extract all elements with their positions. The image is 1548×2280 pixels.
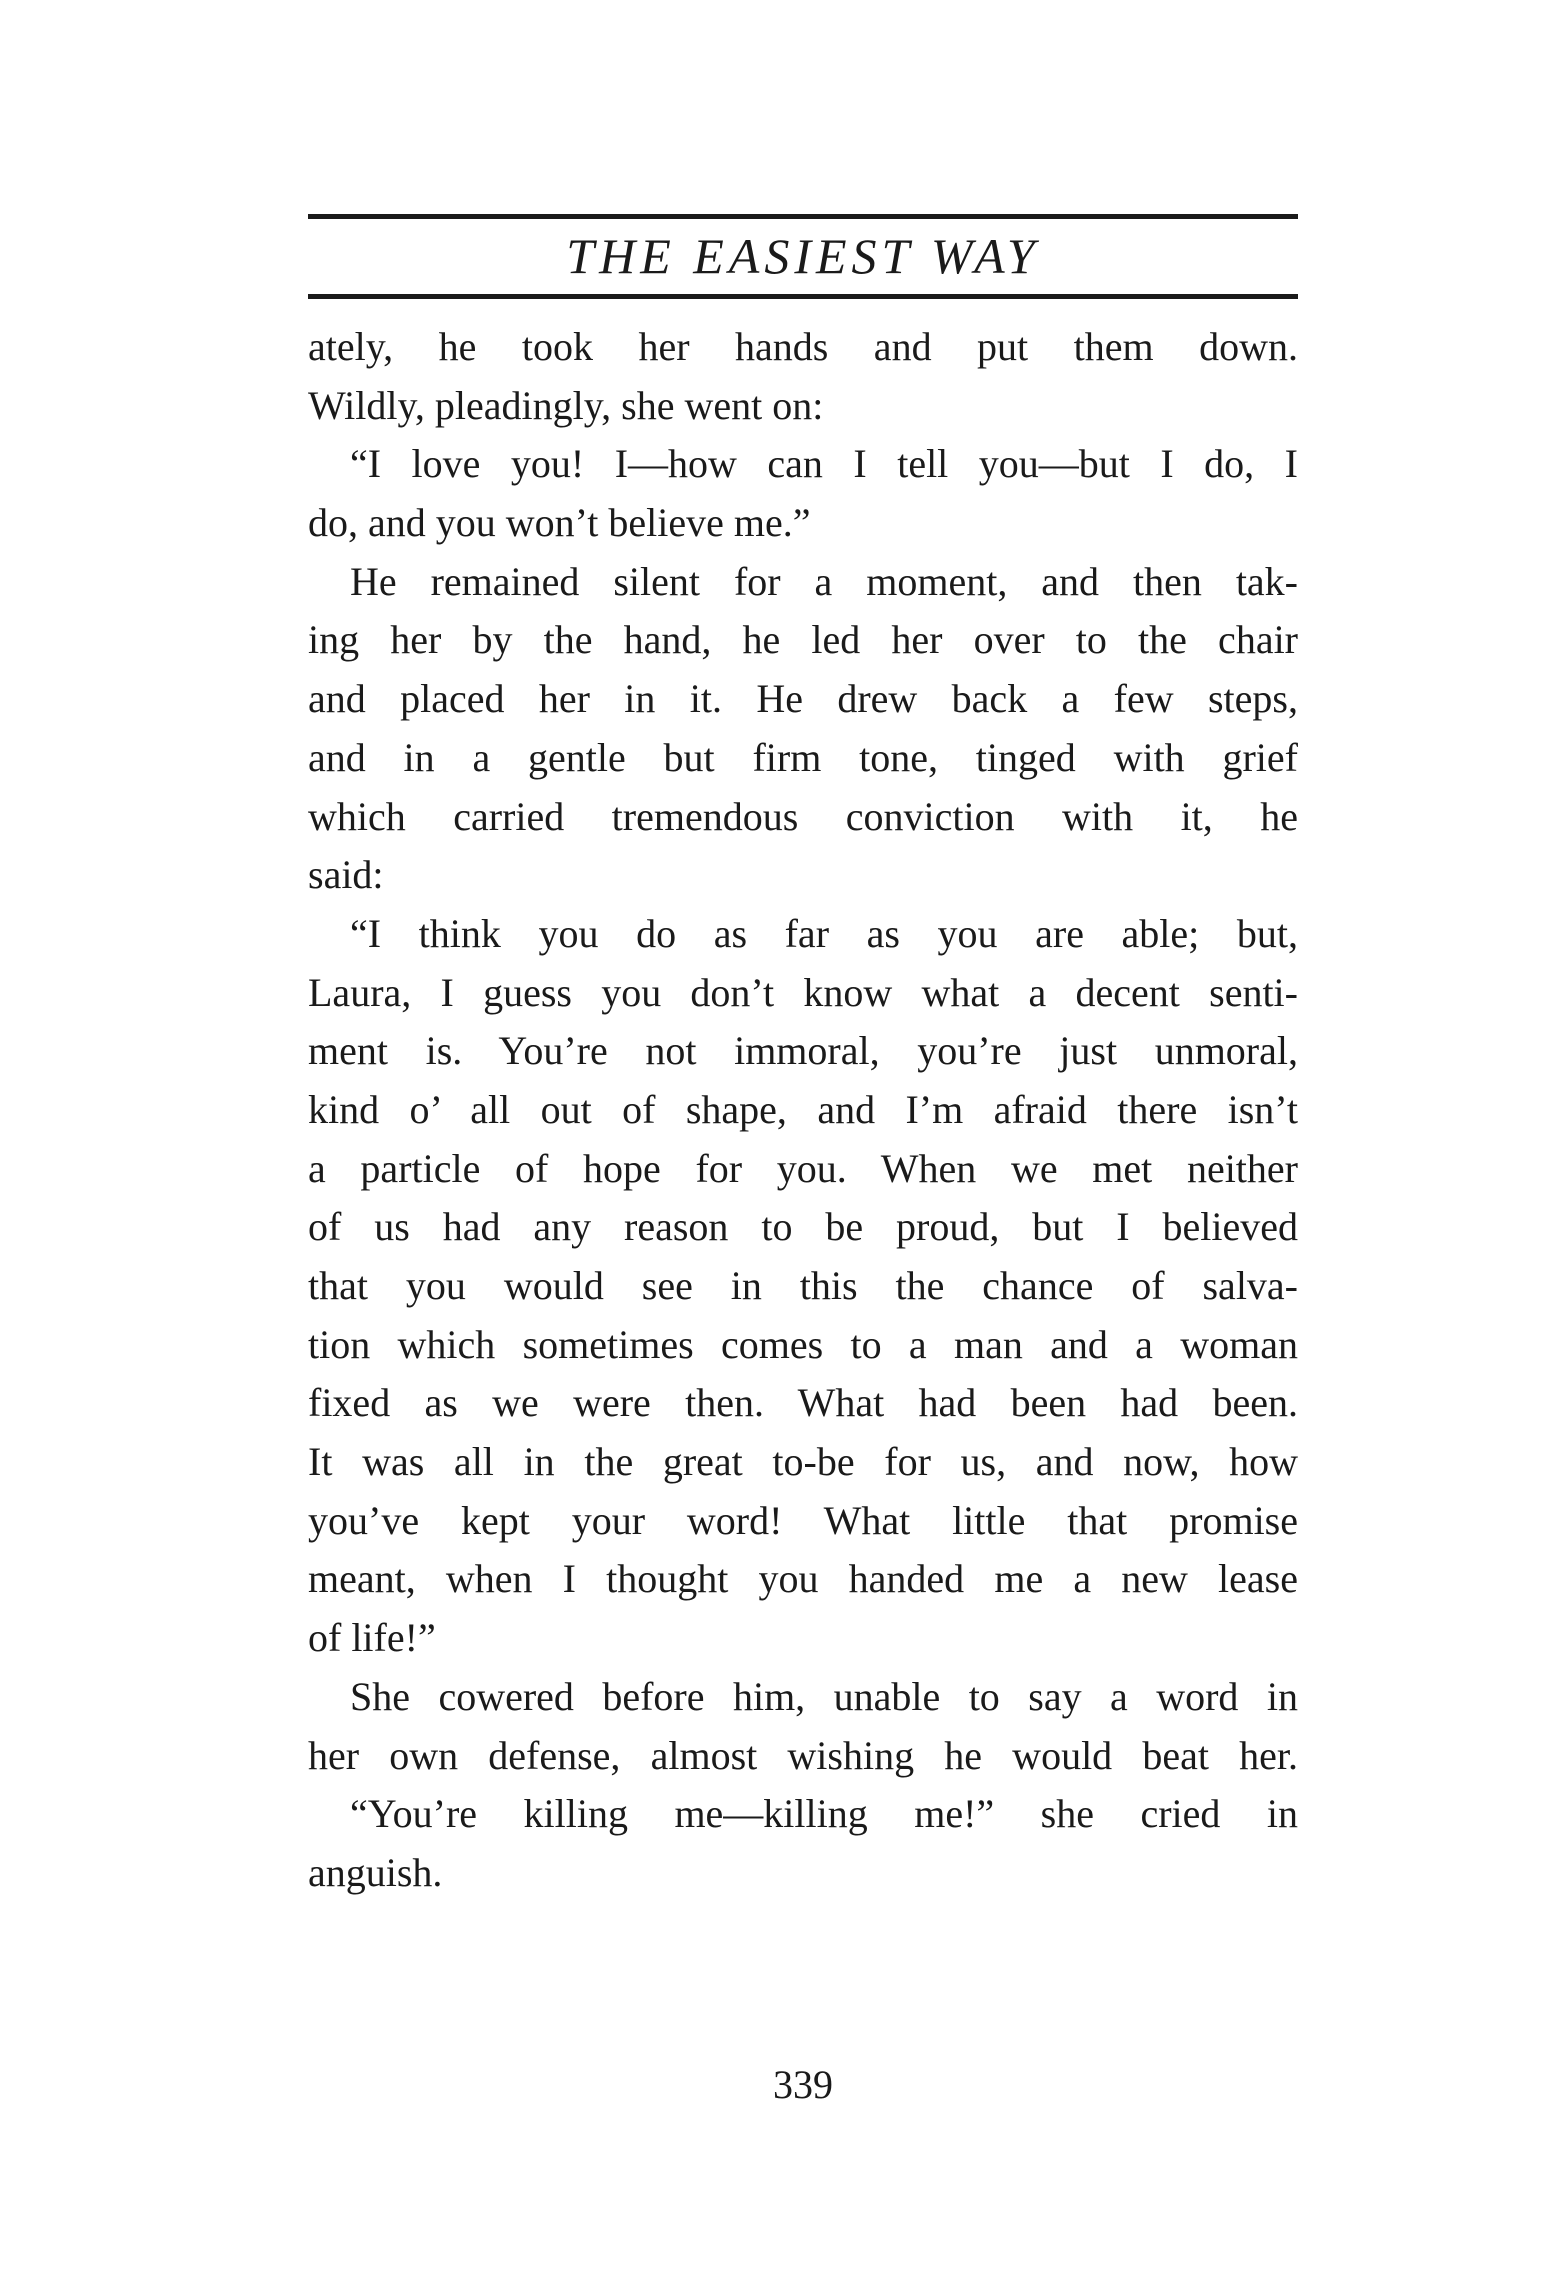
text-line: and in a gentle but firm tone, tinged with grief <box>308 734 1298 780</box>
header-rule-top <box>308 214 1298 219</box>
text-line: a particle of hope for you. When we met neither <box>308 1145 1298 1191</box>
text-line: ing her by the hand, he led her over to the chair <box>308 617 1298 663</box>
page-number: 339 <box>773 2062 833 2107</box>
text-line: She cowered before him, unable to say a word in <box>350 1673 1298 1719</box>
text-line: said: <box>308 852 384 898</box>
text-line: It was all in the great to-be for us, and now, how <box>308 1439 1298 1485</box>
text-line: of us had any reason to be proud, but I believed <box>308 1204 1298 1250</box>
text-line: Laura, I guess you don’t know what a decent senti- <box>308 969 1298 1015</box>
text-line: her own defense, almost wishing he would beat her. <box>308 1732 1298 1778</box>
text-line: “I love you! I—how can I tell you—but I do, I <box>350 441 1298 487</box>
text-line: and placed her in it. He drew back a few steps, <box>308 676 1298 722</box>
body-text <box>308 318 1298 1903</box>
text-line: ment is. You’re not immoral, you’re just unmoral, <box>308 1028 1298 1074</box>
text-line: tion which sometimes comes to a man and a woman <box>308 1321 1298 1367</box>
text-line: do, and you won’t believe me.” <box>308 500 811 546</box>
text-line: anguish. <box>308 1849 443 1895</box>
text-line: of life!” <box>308 1615 436 1661</box>
text-line: He remained silent for a moment, and then tak- <box>350 558 1298 604</box>
text-line: ately, he took her hands and put them down. <box>308 324 1298 369</box>
running-head: THE EASIEST WAY <box>566 228 1040 284</box>
text-line: that you would see in this the chance of salva- <box>308 1263 1298 1308</box>
text-line: fixed as we were then. What had been had been. <box>308 1380 1298 1426</box>
header-rule-bottom <box>308 294 1298 299</box>
text-line: you’ve kept your word! What little that promise <box>308 1497 1298 1543</box>
text-line: kind o’ all out of shape, and I’m afraid there isn’t <box>308 1086 1298 1132</box>
text-line: “I think you do as far as you are able; but, <box>350 910 1298 956</box>
text-line: “You’re killing me—killing me!” she cried in <box>350 1791 1298 1837</box>
text-line: meant, when I thought you handed me a new lease <box>308 1556 1298 1602</box>
text-line: which carried tremendous conviction with it, he <box>308 793 1298 839</box>
text-line: Wildly, pleadingly, she went on: <box>308 382 824 428</box>
